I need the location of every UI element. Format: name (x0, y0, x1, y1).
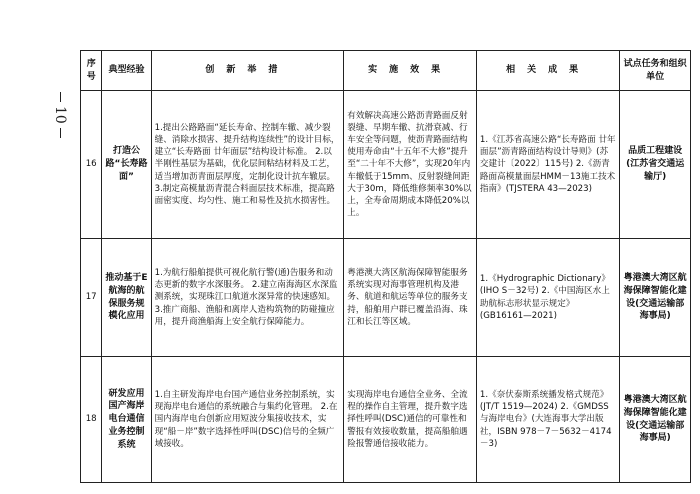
table-row (81, 91, 691, 239)
row-results: 1.《江苏省高速公路“长寿路面 廿年面层”沥青路面结构设计导则》(苏交建计〔2022〕115号) 2.《沥青路面高模量面层HMM－13施工技术指南》(TJSTERA 43—2023) (476, 91, 619, 239)
table-header-row (81, 51, 691, 91)
experience-table (80, 50, 691, 483)
row-no: 18 (81, 357, 102, 483)
header-unit: 试点任务和组织单位 (620, 51, 691, 91)
header-effects: 实施效果 (344, 51, 477, 91)
header-results: 相关成果 (476, 51, 619, 91)
row-no: 17 (81, 239, 102, 357)
row-results: 1.《奈伏泰斯系统播发格式规范》(JT/T 1519—2024) 2.《GMDSS与海岸电台》(大连海事大学出版社，ISBN 978－7－5632－4174－3) (476, 357, 619, 483)
header-no: 序号 (81, 51, 102, 91)
row-no: 16 (81, 91, 102, 239)
row-experience: 打造公路“长寿路面” (102, 91, 151, 239)
header-measures: 创新举措 (151, 51, 344, 91)
row-measures: 1.为航行船舶提供可视化航行警(通)告服务和动态更新的数字水深服务。 2.建立南海海区水深监测系统，实现珠江口航道水深异常的快速感知。 3.推广商船、渔船和离岸人造构筑物的防碰撞应用，提升商渔船海上安全航行保障能力。 (151, 239, 344, 357)
row-measures: 1.提出公路路面“延长寿命、控制车辙、减少裂缝、消除水损害、提升结构连续性”的设计目标，建立“长寿路面 廿年面层”结构设计标准。 2.以半刚性基层为基础，优化层间粘结材料及工艺，适当增加沥青面层厚度，定制化设计抗车辙层。 3.制定高模量沥青混合料面层技术标准，提高路面密实度、均匀性、施工和易性及抗水损害性。 (151, 91, 344, 239)
page-number-dash-top (60, 92, 61, 102)
table-row (81, 357, 691, 483)
row-measures: 1.自主研发海岸电台国产通信业务控制系统，实现海岸电台通信的系统融合与集约化管理。 2.在国内海岸电台创新应用短波分集接收技术，实现“船－岸”数字选择性呼叫(DSC)信号的全频广域接收。 (151, 357, 344, 483)
row-results: 1.《Hydrographic Dictionary》(IHO S－32号) 2.《中国海区水上助航标志形状显示规定》(GB16161—2021) (476, 239, 619, 357)
page-number (46, 92, 74, 138)
row-experience: 研发应用国产海岸电台通信业务控制系统 (102, 357, 151, 483)
page-number-dash-bottom (60, 128, 61, 138)
row-effects: 有效解决高速公路沥青路面反射裂缝、早期车辙、抗滑衰减、行车安全等问题，使沥青路面结构使用寿命由“十五年不大修”提升至“二十年不大修”，实现20年内车辙低于15mm、反射裂缝间距大于30m，降低维修频率30%以上，全寿命周期成本降低20%以上。 (344, 91, 477, 239)
table-row (81, 239, 691, 357)
row-effects: 粤港澳大湾区航海保障智能服务系统实现对海事管理机构及港务、航道和航运等单位的服务支持，船舶用户群已覆盖沿海、珠江和长江等区域。 (344, 239, 477, 357)
row-unit: 品质工程建设(江苏省交通运输厅) (620, 91, 691, 239)
row-unit: 粤港澳大湾区航海保障智能化建设(交通运输部海事局) (620, 357, 691, 483)
row-experience: 推动基于E航海的航保服务规模化应用 (102, 239, 151, 357)
page-number-text: 10 (52, 106, 68, 124)
header-experience: 典型经验 (102, 51, 151, 91)
row-unit: 粤港澳大湾区航海保障智能化建设(交通运输部海事局) (620, 239, 691, 357)
row-effects: 实现海岸电台通信全业务、全流程的操作自主管理，提升数字选择性呼叫(DSC)通信的可靠性和警报有效接收数量，提高船舶遇险报警通信接收能力。 (344, 357, 477, 483)
